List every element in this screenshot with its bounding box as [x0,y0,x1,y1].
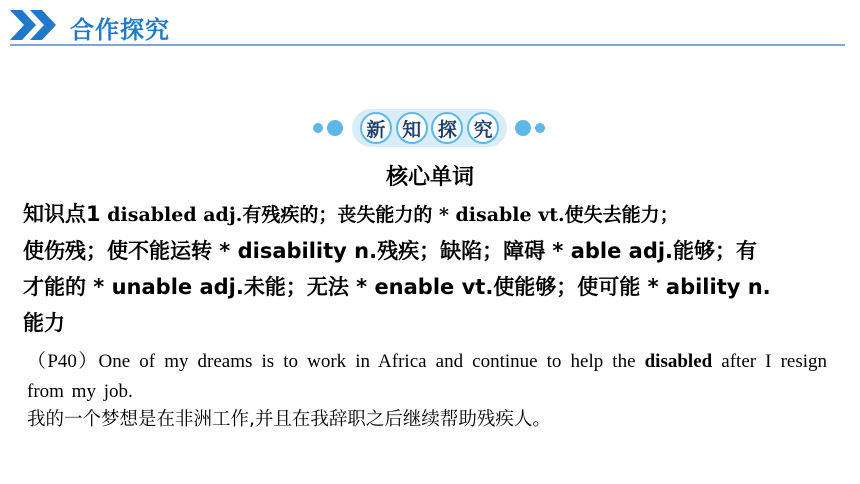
section-badge [305,106,555,150]
badge-char: 新 [360,112,392,144]
header-divider [10,44,845,46]
knowledge-point-label: 知识点1 [23,202,101,226]
double-chevron-right-icon [10,8,60,42]
badge-dot [313,123,323,133]
knowledge-point-line [23,196,843,233]
badge-char: 究 [467,112,499,144]
example-sentence [27,347,827,407]
badge-char: 知 [396,112,428,144]
badge-dot [327,120,343,136]
knowledge-point-line: 能力 [23,311,65,335]
example-highlight: disabled [644,351,713,372]
badge-char: 探 [431,112,463,144]
badge-chars [352,109,507,147]
knowledge-point-line: 才能的 * unable adj.未能；无法 * enable vt.使能够；使可能 * ability n. [23,275,771,299]
example-prefix: （P40）One of my dreams is to work in Africa and continue to help the [27,351,645,372]
slide-header [0,0,860,52]
header-title: 合作探究 [70,16,170,44]
section-title: 核心单词 [385,165,474,190]
knowledge-point-line: 使伤残；使不能运转 * disability n.残疾；缺陷；障碍 * able adj.能够；有 [23,239,758,263]
example-translation: 我的一个梦想是在非洲工作,并且在我辞职之后继续帮助残疾人。 [27,409,551,430]
knowledge-point [23,196,843,341]
badge-dot [515,120,531,136]
example-suffix: after I resign from my job. [27,351,827,402]
knowledge-point-text: disabled adj.有残疾的；丧失能力的 * disable vt.使失去能力； [100,204,679,226]
badge-dot [535,123,545,133]
